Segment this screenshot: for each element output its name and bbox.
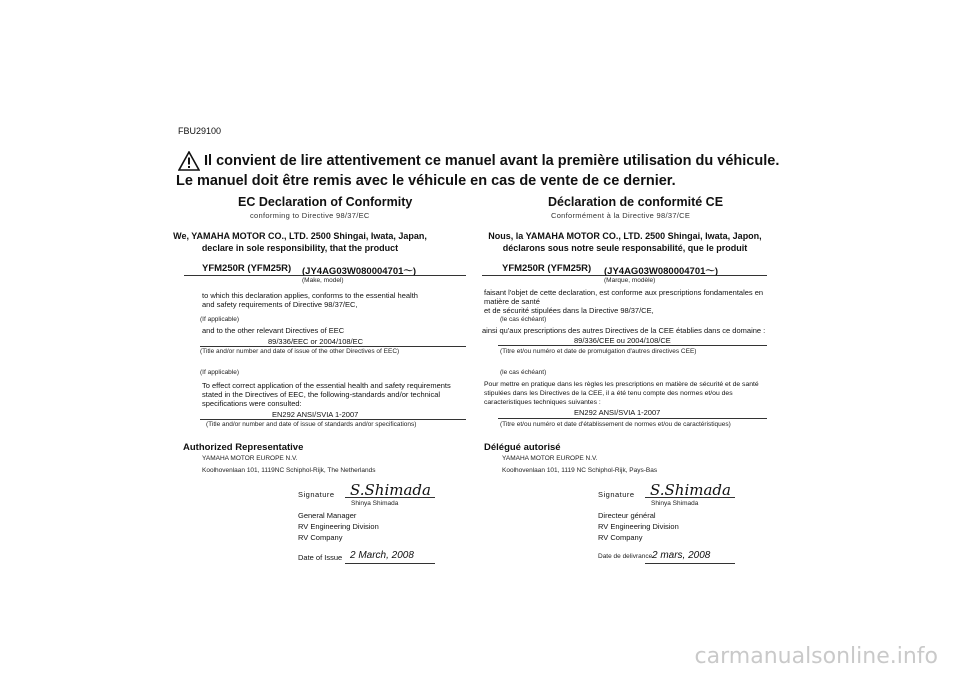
product-rule bbox=[482, 275, 767, 276]
standards-line-1: To effect correct application of the essential health and safety requirements bbox=[202, 381, 451, 390]
make-model-label: (Make, model) bbox=[302, 277, 344, 284]
other-directives: ainsi qu'aux prescriptions des autres Directives de la CEE établies dans ce domaine : bbox=[482, 326, 766, 335]
if-applicable-2: (le cas échéant) bbox=[500, 369, 547, 376]
company-line-1: Nous, la YAMAHA MOTOR CO., LTD. 2500 Shingai, Iwata, Japon, bbox=[488, 231, 762, 241]
standards-caption: (Titre et/ou numéro et date d'établissement de normes et/ou de caractéristiques) bbox=[500, 421, 731, 428]
company-line-2: declare in sole responsibility, that the product bbox=[201, 243, 399, 253]
standards-caption: (Title and/or number and date of issue of standards and/or specifications) bbox=[206, 421, 417, 428]
applies-line-3: et de sécurité stipulées dans la Directive 98/37/CE, bbox=[484, 306, 654, 315]
signature: S.Shimada bbox=[650, 481, 731, 499]
if-applicable-2: (If applicable) bbox=[200, 369, 240, 376]
declaration-title: EC Declaration of Conformity bbox=[238, 195, 413, 209]
signature-rule bbox=[645, 497, 735, 498]
standards-line-3: caracteristiques techniques suivantes : bbox=[484, 399, 601, 406]
role-2: RV Engineering Division bbox=[298, 522, 379, 531]
role-3: RV Company bbox=[298, 533, 343, 542]
standards-line-2: stated in the Directives of EEC, the following-standards and/or technical bbox=[202, 390, 441, 399]
directives-rule bbox=[200, 346, 466, 347]
signer-name: Shinya Shimada bbox=[351, 500, 399, 507]
rep-heading: Délégué autorisé bbox=[484, 442, 561, 453]
directives-caption: (Titre et/ou numéro et date de promulgation d'autres directives CEE) bbox=[500, 348, 697, 355]
directives-value: 89/336/CEE ou 2004/108/CE bbox=[574, 336, 671, 345]
signature-rule bbox=[345, 497, 435, 498]
rep-name: YAMAHA MOTOR EUROPE N.V. bbox=[502, 455, 598, 462]
product-serial: (JY4AG03W080004701～) bbox=[604, 266, 719, 277]
signer-name: Shinya Shimada bbox=[651, 500, 699, 507]
product-model: YFM250R (YFM25R) bbox=[202, 263, 292, 274]
directives-value: 89/336/EEC or 2004/108/EC bbox=[268, 337, 364, 346]
standards-line-2: stipulées dans les Directives de la CEE, il a été tenu compte des normes et/ou des bbox=[484, 390, 733, 397]
product-model: YFM250R (YFM25R) bbox=[502, 263, 592, 274]
other-directives: and to the other relevant Directives of EEC bbox=[202, 326, 345, 335]
standards-rule bbox=[200, 419, 466, 420]
company-line-2: déclarons sous notre seule responsabilité, que le produit bbox=[502, 243, 748, 253]
declaration-title: Déclaration de conformité CE bbox=[548, 195, 724, 209]
declaration-subtitle: Conformément à la Directive 98/37/CE bbox=[551, 211, 691, 220]
rep-address: Koolhovenlaan 101, 1119NC Schiphol-Rijk, The Netherlands bbox=[202, 467, 376, 474]
standards-line-3: specifications were consulted: bbox=[202, 399, 302, 408]
standards-value: EN292 ANSI/SVIA 1-2007 bbox=[272, 410, 359, 419]
standards-rule bbox=[498, 418, 767, 419]
warning-text: Il convient de lire attentivement ce manuel avant la première utilisation du véhicule. Le manuel doit être remis avec le véhicule en cas de vente de ce dernier. bbox=[176, 153, 780, 189]
if-applicable-1: (If applicable) bbox=[200, 316, 240, 323]
rep-name: YAMAHA MOTOR EUROPE N.V. bbox=[202, 455, 298, 462]
date-value: 2 March, 2008 bbox=[350, 550, 414, 561]
applies-line-2: and safety requirements of Directive 98/37/EC, bbox=[202, 300, 358, 309]
date-value: 2 mars, 2008 bbox=[652, 550, 711, 561]
declaration-subtitle: conforming to Directive 98/37/EC bbox=[250, 211, 370, 220]
make-model-label: (Marque, modèle) bbox=[604, 277, 656, 284]
watermark: carmanualsonline.info bbox=[694, 644, 938, 669]
rep-address: Koolhovenlaan 101, 1119 NC Schiphol-Rijk, Pays-Bas bbox=[502, 467, 658, 474]
role-1: Directeur général bbox=[598, 511, 656, 520]
applies-line-1: faisant l'objet de cette declaration, est conforme aux prescriptions fondamentales en bbox=[484, 288, 764, 297]
date-label: Date de delivrance bbox=[598, 553, 653, 560]
role-2: RV Engineering Division bbox=[598, 522, 679, 531]
product-rule bbox=[184, 275, 466, 276]
company-line-1: We, YAMAHA MOTOR CO., LTD. 2500 Shingai, Iwata, Japan, bbox=[173, 231, 427, 241]
date-label: Date of Issue bbox=[298, 553, 343, 562]
date-rule bbox=[645, 563, 735, 564]
product-serial: (JY4AG03W080004701～) bbox=[302, 266, 417, 277]
date-rule bbox=[345, 563, 435, 564]
applies-line-2: matière de santé bbox=[484, 297, 540, 306]
role-1: General Manager bbox=[298, 511, 357, 520]
rep-heading: Authorized Representative bbox=[183, 442, 304, 453]
signature-label: Signature bbox=[298, 490, 335, 499]
standards-value: EN292 ANSI/SVIA 1-2007 bbox=[574, 408, 661, 417]
role-3: RV Company bbox=[598, 533, 643, 542]
standards-line-1: Pour mettre en pratique dans les règles les prescriptions en matière de sécurité et de santé bbox=[484, 381, 759, 388]
if-applicable-1: (le cas échéant) bbox=[500, 316, 547, 323]
applies-line-1: to which this declaration applies, conforms to the essential health bbox=[202, 291, 418, 300]
signature: S.Shimada bbox=[350, 481, 431, 499]
directives-rule bbox=[498, 345, 767, 346]
page-code: FBU29100 bbox=[178, 126, 222, 136]
directives-caption: (Title and/or number and date of issue of the other Directives of EEC) bbox=[200, 348, 400, 355]
signature-label: Signature bbox=[598, 490, 635, 499]
